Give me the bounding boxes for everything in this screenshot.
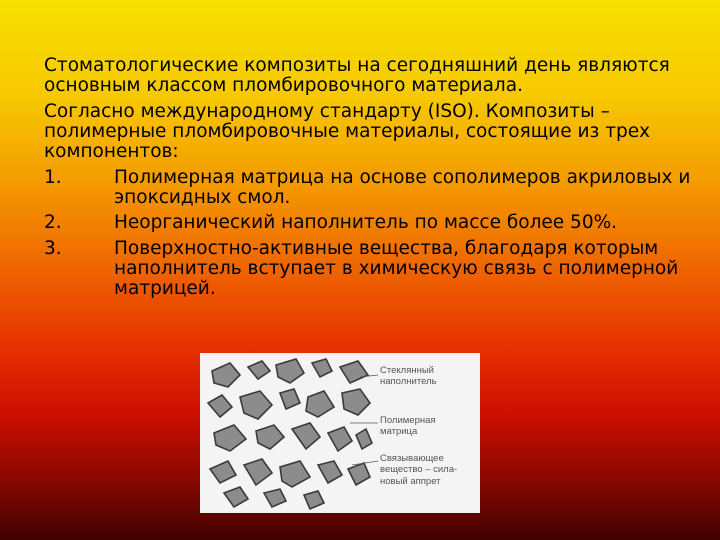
filler-particle [208,395,232,417]
label-polymer-matrix: Полимерная матрица [380,415,436,438]
list-number-1: 1. [44,166,62,188]
filler-particle [244,459,272,485]
label-glass-filler: Стеклянный наполнитель [380,365,437,388]
paragraph-iso-definition: Согласно международному стандарту (ISO). Композиты – полимерные пломбировочные материалы, состоящие из трех компонентов: [44,100,651,163]
filler-particle [312,359,332,377]
filler-particle [264,489,286,507]
list-item-3 [44,239,694,300]
filler-particle [304,491,324,509]
filler-particle [212,363,240,387]
filler-particle [328,427,352,451]
filler-particle [342,389,370,415]
list-number-2: 2. [44,212,62,234]
filler-particle [210,461,236,483]
filler-particle [248,361,270,379]
filler-particle [214,425,246,451]
filler-particle [348,463,370,485]
filler-particle [280,461,310,487]
filler-particle [280,389,300,409]
filler-particle [306,391,334,417]
particles-drawing [200,353,480,513]
filler-particle [292,423,320,449]
list-item-1 [44,168,694,209]
filler-particle [340,361,368,383]
list-number-3: 3. [44,237,62,259]
list-text-1: Полимерная матрица на основе сополимеров акриловых и эпоксидных смол. [114,166,691,209]
filler-particle [276,359,304,383]
list-text-2: Неорганический наполнитель по массе более 50%. [114,212,618,234]
filler-particle [318,461,342,483]
filler-particle [356,429,372,449]
composite-structure-figure [200,353,480,513]
label-binding-agent: Связывающее вещество – сила- новый аппрет [380,453,458,487]
slide-body-text [44,56,694,305]
list-text-3: Поверхностно-активные вещества, благодаря которым наполнитель вступает в химическую связь с полимерной матрицей. [114,237,679,300]
list-item-2 [44,213,694,233]
paragraph-intro: Стоматологические композиты на сегодняшний день являются основным классом пломбировочного материала. [44,55,670,97]
filler-particle [256,425,284,449]
filler-particle [240,391,272,419]
filler-particle [224,487,248,507]
